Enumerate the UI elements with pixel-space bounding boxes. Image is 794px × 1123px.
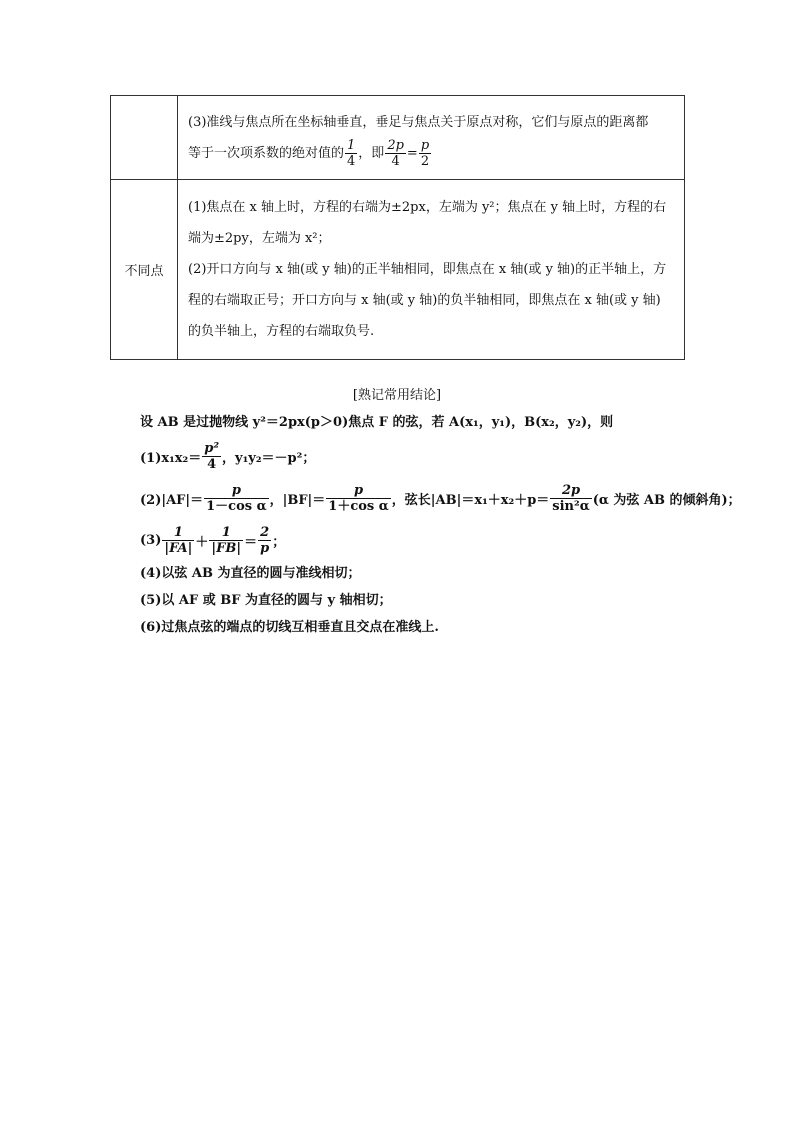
fraction-af <box>204 484 268 513</box>
fraction-chord-length <box>550 484 591 513</box>
common-point-3-line2 <box>188 138 676 169</box>
row-label-empty <box>111 96 178 180</box>
plus-sign: ＋ <box>195 534 209 550</box>
conclusion-6: (6)过焦点弦的端点的切线互相垂直且交点在准线上. <box>140 620 439 635</box>
table-row <box>111 180 685 360</box>
text-span: (2)|AF|＝ <box>140 492 204 508</box>
table-row <box>111 96 685 180</box>
fraction-numerator: 1 <box>173 524 183 540</box>
text-span: ，即 <box>358 145 385 161</box>
fraction-denominator: 2 <box>419 153 431 168</box>
fraction-p2-over-4 <box>202 442 221 471</box>
fraction-denominator: 4 <box>347 153 356 169</box>
fraction-numerator: 1 <box>221 524 231 540</box>
fraction-2-over-p <box>258 526 271 555</box>
fraction-numerator: 2p <box>561 482 581 498</box>
conclusion-1 <box>140 436 700 476</box>
differences-cell <box>178 180 685 360</box>
fraction-1-over-fa <box>162 526 194 555</box>
fraction-numerator: p <box>231 482 241 498</box>
conclusions-list <box>140 410 741 641</box>
fraction-numerator: 1 <box>347 137 356 153</box>
fraction-denominator: 4 <box>202 456 221 471</box>
fraction-denominator: 4 <box>385 153 406 168</box>
fraction-denominator: sin²α <box>552 498 590 514</box>
text-span: (α 为弦 AB 的倾斜角)； <box>592 492 741 508</box>
fraction-numerator: p² <box>204 440 220 456</box>
equals-sign: = <box>406 145 418 161</box>
fraction-2p-over-4 <box>385 139 406 168</box>
difference-line: 端为±2py，左端为 x²； <box>188 231 331 246</box>
conclusion-5: (5)以 AF 或 BF 为直径的圆与 y 轴相切； <box>140 593 392 608</box>
difference-line: (1)焦点在 x 轴上时，方程的右端为±2px，左端为 y²；焦点在 y 轴上时，方程的右 <box>188 200 667 215</box>
equals-sign: ＝ <box>244 534 258 550</box>
row-label-differences: 不同点 <box>111 180 178 360</box>
conclusion-3 <box>140 520 700 560</box>
fraction-numerator: 2 <box>260 524 270 540</box>
difference-line: 的负半轴上，方程的右端取负号. <box>188 324 375 339</box>
fraction-bf <box>326 484 390 513</box>
text-span: ，|BF|＝ <box>269 492 326 508</box>
text-span: (3) <box>140 532 162 548</box>
section-title: [熟记常用结论] <box>352 388 442 403</box>
fraction-denominator: 1＋cos α <box>328 498 389 514</box>
fraction-denominator: |FA| <box>164 540 193 556</box>
text-span: ； <box>272 534 286 550</box>
fraction-denominator: p <box>260 540 270 556</box>
text-span: 等于一次项系数的绝对值的 <box>188 145 345 161</box>
conclusion-4: (4)以弦 AB 为直径的圆与准线相切； <box>140 566 361 581</box>
common-point-3-line1: (3)准线与焦点所在坐标轴垂直，垂足与焦点关于原点对称，它们与原点的距离都 <box>188 114 649 130</box>
text-span: (1)x₁x₂＝ <box>140 450 202 466</box>
fraction-denominator: 1－cos α <box>206 498 267 514</box>
fraction-numerator: p <box>353 482 364 498</box>
fraction-one-quarter <box>345 139 357 168</box>
parabola-properties-table <box>110 95 685 360</box>
text-span: ，弦长|AB|＝x₁＋x₂＋p＝ <box>391 492 550 508</box>
fraction-numerator: 2p <box>387 137 404 153</box>
difference-line: 程的右端取正号；开口方向与 x 轴(或 y 轴)的负半轴相同，即焦点在 x 轴(或 y 轴) <box>188 293 661 308</box>
fraction-p-over-2 <box>419 139 431 168</box>
conclusions-intro: 设 AB 是过抛物线 y²＝2px(p＞0)焦点 F 的弦，若 A(x₁，y₁)，B(x₂，y₂)，则 <box>140 415 614 430</box>
difference-line: (2)开口方向与 x 轴(或 y 轴)的正半轴相同，即焦点在 x 轴(或 y 轴)的正半轴上，方 <box>188 262 667 277</box>
fraction-denominator: |FB| <box>211 540 242 556</box>
fraction-numerator: p <box>420 137 430 153</box>
common-point-3-cell <box>178 96 685 180</box>
conclusion-2 <box>140 476 741 520</box>
fraction-1-over-fb <box>209 526 243 555</box>
text-span: ，y₁y₂＝－p²； <box>222 450 316 466</box>
